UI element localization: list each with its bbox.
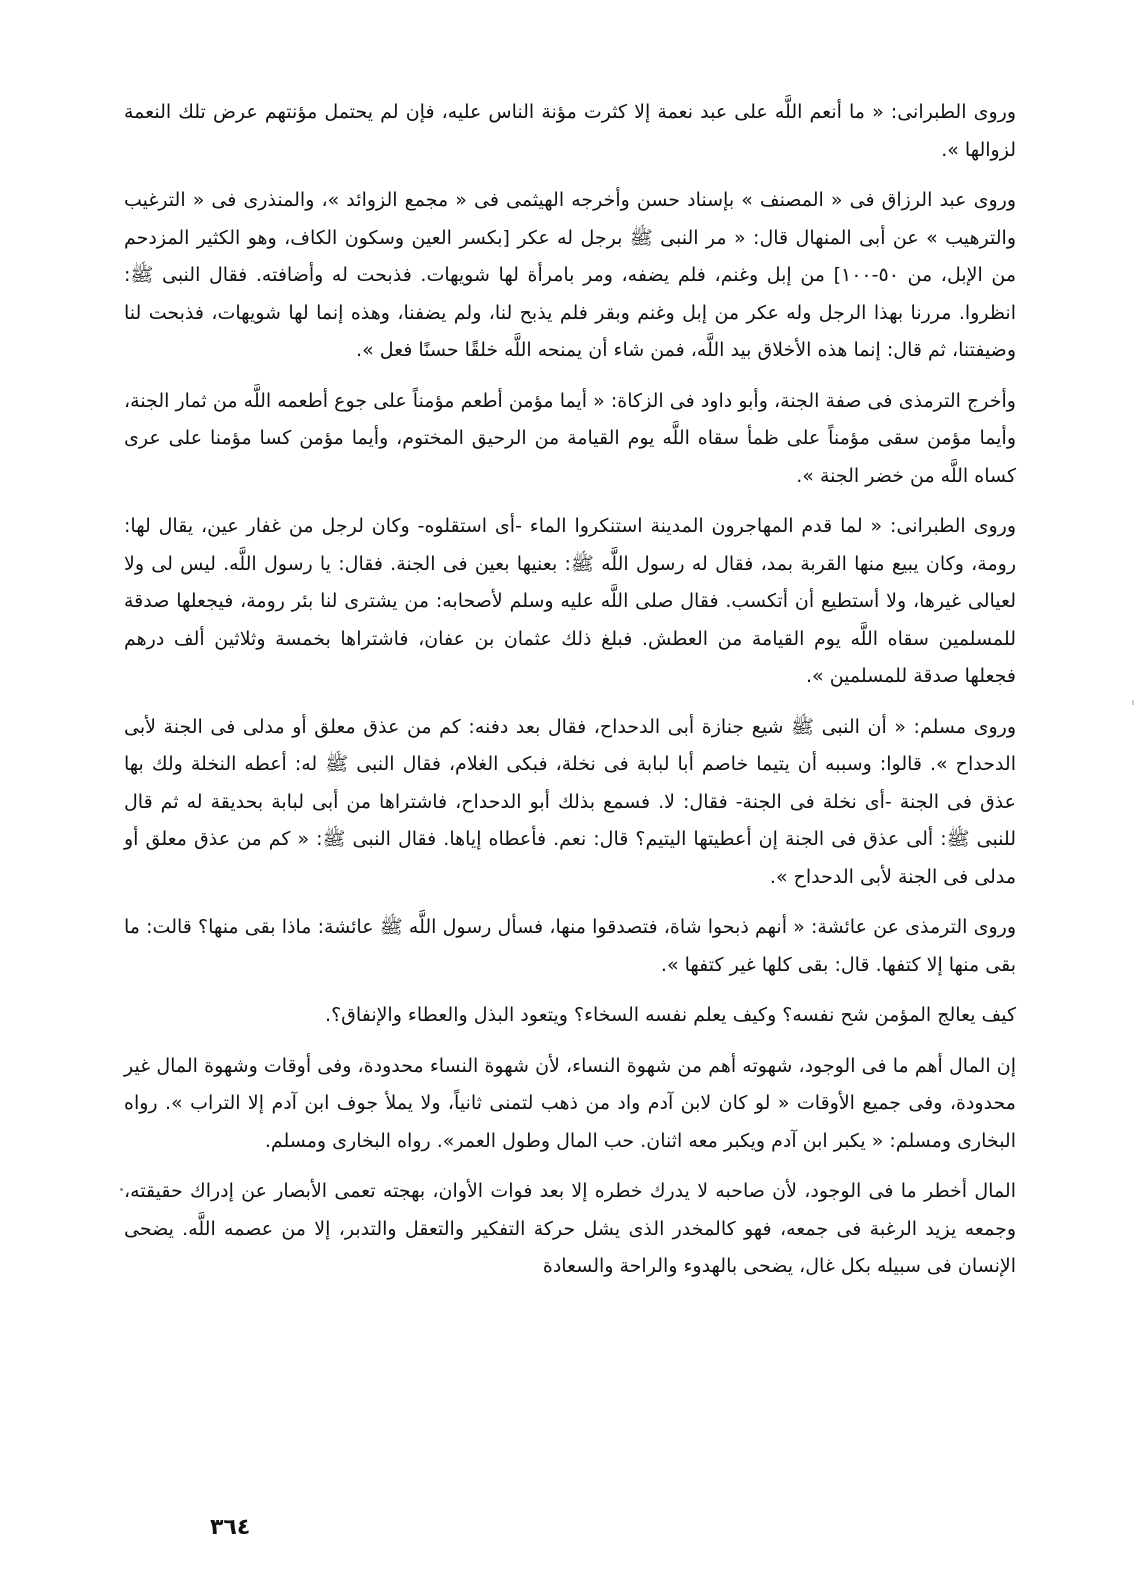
paragraph-tirmidhi-aisha: وروى الترمذى عن عائشة: « أنهم ذبحوا شاة، فتصدقوا منها، فسأل رسول اللَّه ﷺ عائشة: ماذا بقى منها؟ قالت: ما بقى منها إلا كتفها. قال: بقى كلها غير كتفها ». [124,916,1016,976]
paragraph-muslim-abu-aldahdah: وروى مسلم: « أن النبى ﷺ شيع جنازة أبى الدحداح، فقال بعد دفنه: كم من عذق معلق أو مدلى فى الجنة لأبى الدحداح ». قالوا: وسببه أن يتيما خاصم أبا لبابة فى نخلة، فبكى الغلام، فقال النبى ﷺ له: أعطه النخلة ولك بها عذق فى الجنة -أى نخلة فى الجنة- فقال: لا. فسمع بذلك أبو الدحداح، فاشتراها من أبى لبابة بحديقة له ثم قال للنبى ﷺ: ألى عذق فى الجنة إن أعطيتها اليتيم؟ قال: نعم. فأعطاه إياها. فقال النبى ﷺ: « كم من عذق معلق أو مدلى فى الجنة لأبى الدحداح ». [124,715,1016,888]
scan-speck [120,1188,123,1191]
paragraph-question-stinginess: كيف يعالج المؤمن شح نفسه؟ وكيف يعلم نفسه السخاء؟ ويتعود البذل والعطاء والإنفاق؟. [325,1004,1016,1026]
paragraph-love-of-wealth: إن المال أهم ما فى الوجود، شهوته أهم من شهوة النساء، لأن شهوة النساء محدودة، وفى أوقات وشهوة المال غير محدودة، وفى جميع الأوقات « لو كان لابن آدم واد من ذهب لتمنى ثانياً، ولا يملأ جوف ابن آدم إلا التراب ». رواه البخارى ومسلم: « يكبر ابن آدم ويكبر معه اثنان. حب المال وطول العمر». رواه البخارى ومسلم. [124,1054,1016,1152]
paragraph-tabarani-rumah-well: وروى الطبرانى: « لما قدم المهاجرون المدينة استنكروا الماء -أى استقلوه- وكان لرجل من غفار عين، يقال لها: رومة، وكان يبيع منها القربة بمد، فقال له رسول اللَّه ﷺ: بعنيها بعين فى الجنة. فقال: يا رسول اللَّه. ليس لى ولا لعيالى غيرها، ولا أستطيع أن أتكسب. فقال صلى اللَّه عليه وسلم لأصحابه: من يشترى لنا بئر رومة، فيجعلها صدقة للمسلمين سقاه اللَّه يوم القيامة من العطش. فبلغ ذلك عثمان بن عفان، فاشتراها بخمسة وثلاثين ألف درهم فجعلها صدقة للمسلمين ». [124,515,1016,687]
scan-edge-mark [1132,700,1134,705]
paragraph-danger-of-wealth: المال أخطر ما فى الوجود، لأن صاحبه لا يدرك خطره إلا بعد فوات الأوان، بهجته تعمى الأبصار عن إدراك حقيقته، وجمعه يزيد الرغبة فى جمعه، فهو كالمخدر الذى يشل حركة التفكير والتعقل والتدبر، إلا من عصمه اللَّه. يضحى الإنسان فى سبيله بكل غال، يضحى بالهدوء والراحة والسعادة [124,1180,1016,1277]
paragraph-abd-alrazzaq-hadith: وروى عبد الرزاق فى « المصنف » بإسناد حسن وأخرجه الهيثمى فى « مجمع الزوائد »، والمنذرى فى « الترغيب والترهيب » عن أبى المنهال قال: « مر النبى ﷺ برجل له عكر [بكسر العين وسكون الكاف، وهو الكثير المزدحم من الإبل، من ٥٠-١٠٠] من إبل وغنم، فلم يضفه، ومر بامرأة لها شويهات. فذبحت له وأضافته. فقال النبى ﷺ: انظروا. مررنا بهذا الرجل وله عكر من إبل وغنم وبقر فلم يذبح لنا، ولم يضفنا، وهذه إنما لها شويهات، فذبحت لنا وضيفتنا، ثم قال: إنما هذه الأخلاق بيد اللَّه، فمن شاء أن يمنحه اللَّه خلقًا حسنًا فعل ». [124,189,1016,361]
paragraph-tabarani-blessing: وروى الطبرانى: « ما أنعم اللَّه على عبد نعمة إلا كثرت مؤنة الناس عليه، فإن لم يحتمل مؤنتهم عرض تلك النعمة لزوالها ». [124,101,1016,161]
page-number: ٣٦٤ [210,1515,251,1540]
body-text [124,94,1016,1299]
paragraph-tirmidhi-feeding: وأخرج الترمذى فى صفة الجنة، وأبو داود فى الزكاة: « أيما مؤمن أطعم مؤمناً على جوع أطعمه اللَّه من ثمار الجنة، وأيما مؤمن سقى مؤمناً على ظمأ سقاه اللَّه يوم القيامة من الرحيق المختوم، وأيما مؤمن كسا مؤمنا على عرى كساه اللَّه من خضر الجنة ». [124,389,1016,487]
